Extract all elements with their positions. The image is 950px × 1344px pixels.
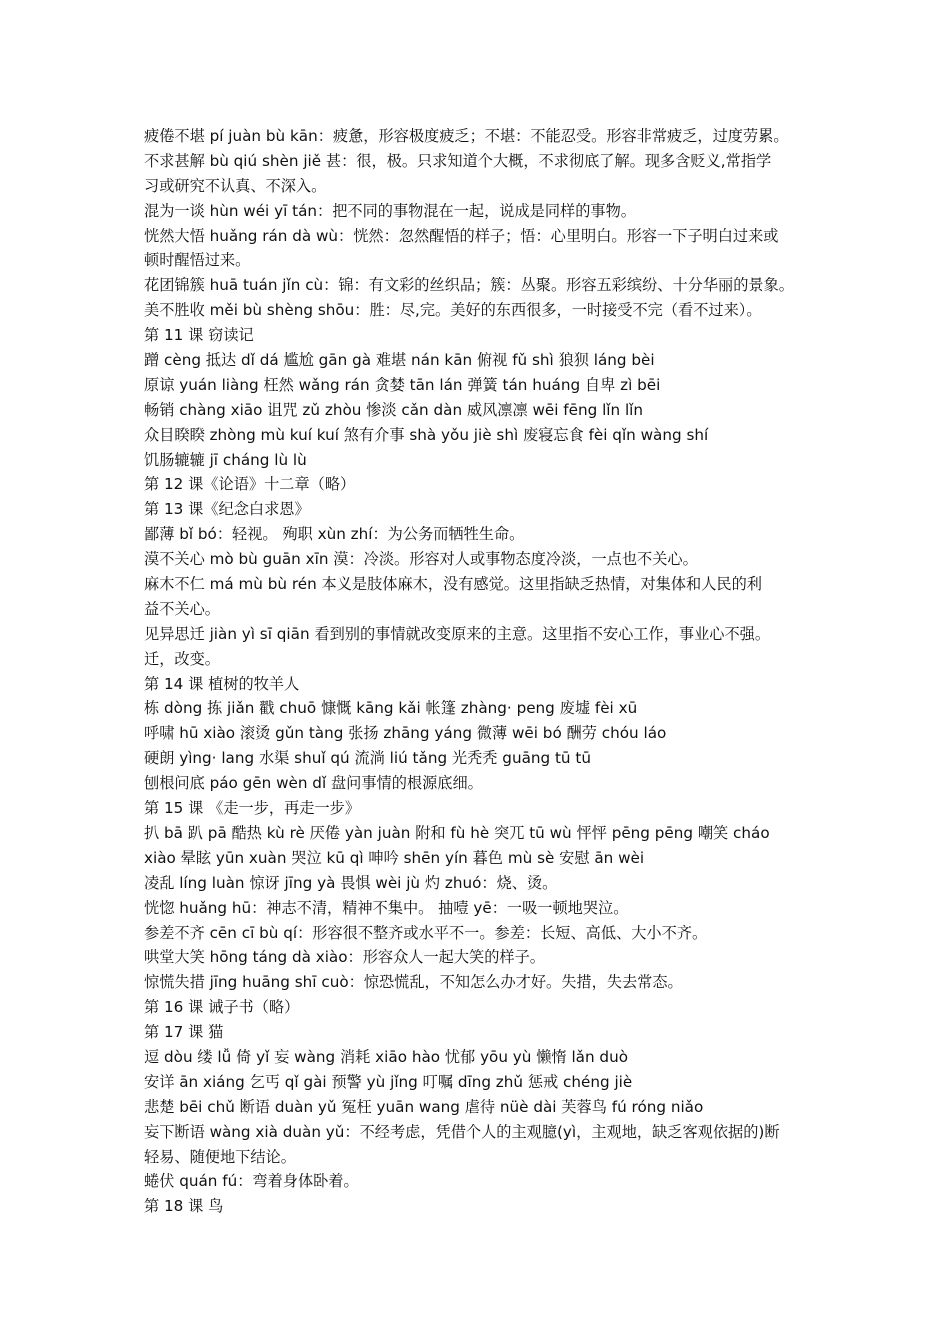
text-line: 混为一谈 hùn wéi yī tán：把不同的事物混在一起，说成是同样的事物。 xyxy=(144,201,636,220)
text-line: 第 16 课 诫子书（略） xyxy=(144,998,300,1017)
text-line: 第 12 课《论语》十二章（略） xyxy=(144,475,356,494)
text-line: 轻易、随便地下结论。 xyxy=(144,1147,296,1166)
text-line: 第 13 课《纪念白求恩》 xyxy=(144,500,310,519)
text-line: 蜷伏 quán fú：弯着身体卧着。 xyxy=(144,1172,359,1191)
document-body xyxy=(144,124,816,1219)
text-line: 美不胜收 měi bù shèng shōu：胜：尽,完。美好的东西很多，一时接受不完（看不过来）。 xyxy=(144,301,762,320)
text-line: 麻木不仁 má mù bù rén 本义是肢体麻木，没有感觉。这里指缺乏热情，对集体和人民的利 xyxy=(144,575,762,594)
text-line: xiào 晕眩 yūn xuàn 哭泣 kū qì 呻吟 shēn yín 暮色 mù sè 安慰 ān wèi xyxy=(144,848,645,867)
text-line: 第 11 课 窃读记 xyxy=(144,326,254,345)
text-line: 扒 bā 趴 pā 酷热 kù rè 厌倦 yàn juàn 附和 fù hè 突兀 tū wù 怦怦 pēng pēng 嘲笑 cháo xyxy=(144,823,770,842)
text-line: 不求甚解 bù qiú shèn jiě 甚：很，极。只求知道个大概，不求彻底了解。现多含贬义,常指学 xyxy=(144,151,772,170)
text-line: 见异思迁 jiàn yì sī qiān 看到别的事情就改变原来的主意。这里指不安心工作，事业心不强。 xyxy=(144,624,771,643)
text-line: 悲楚 bēi chǔ 断语 duàn yǔ 冤枉 yuān wang 虐待 nüè dài 芙蓉鸟 fú róng niǎo xyxy=(144,1097,704,1116)
text-line: 安详 ān xiáng 乞丐 qǐ gài 预警 yù jǐng 叮嘱 dīng zhǔ 惩戒 chéng jiè xyxy=(144,1072,633,1091)
text-line: 哄堂大笑 hōng táng dà xiào：形容众人一起大笑的样子。 xyxy=(144,948,545,967)
text-line: 恍惚 huǎng hū：神志不清，精神不集中。 抽噎 yē：一吸一顿地哭泣。 xyxy=(144,898,629,917)
text-line: 第 14 课 植树的牧羊人 xyxy=(144,674,300,693)
text-line: 惊慌失措 jīng huāng shī cuò：惊恐慌乱，不知怎么办才好。失措，失去常态。 xyxy=(144,973,683,992)
text-line: 顿时醒悟过来。 xyxy=(144,251,251,270)
text-line: 饥肠辘辘 jī cháng lù lù xyxy=(144,450,307,469)
text-line: 漠不关心 mò bù guān xīn 漠：冷淡。形容对人或事物态度冷淡，一点也不关心。 xyxy=(144,550,698,569)
text-line: 第 15 课 《走一步，再走一步》 xyxy=(144,799,361,818)
text-line: 妄下断语 wàng xià duàn yǔ：不经考虑，凭借个人的主观臆(yì，主观地，缺乏客观依据的)断 xyxy=(144,1122,780,1141)
text-line: 恍然大悟 huǎng rán dà wù：恍然：忽然醒悟的样子；悟：心里明白。形容一下子明白过来或 xyxy=(144,226,779,245)
text-line: 习或研究不认真、不深入。 xyxy=(144,176,327,195)
text-line: 畅销 chàng xiāo 诅咒 zǔ zhòu 惨淡 cǎn dàn 威风凛凛 wēi fēng lǐn lǐn xyxy=(144,400,644,419)
text-line: 第 18 课 鸟 xyxy=(144,1197,224,1216)
text-line: 鄙薄 bǐ bó：轻视。 殉职 xùn zhí：为公务而牺牲生命。 xyxy=(144,525,525,544)
text-line: 逗 dòu 缕 lǚ 倚 yǐ 妄 wàng 消耗 xiāo hào 忧郁 yōu yù 懒惰 lǎn duò xyxy=(144,1047,628,1066)
text-line: 原谅 yuán liàng 枉然 wǎng rán 贪婪 tān lán 弹簧 tán huáng 自卑 zì bēi xyxy=(144,375,661,394)
text-line: 第 17 课 猫 xyxy=(144,1023,224,1042)
text-line: 栋 dòng 拣 jiǎn 戳 chuō 慷慨 kāng kǎi 帐篷 zhàng· peng 废墟 fèi xū xyxy=(144,699,638,718)
text-line: 参差不齐 cēn cī bù qí：形容很不整齐或水平不一。参差：长短、高低、大小不齐。 xyxy=(144,923,708,942)
text-line: 呼啸 hū xiào 滚烫 gǔn tàng 张扬 zhāng yáng 微薄 wēi bó 酬劳 chóu láo xyxy=(144,724,667,743)
text-line: 众目睽睽 zhòng mù kuí kuí 煞有介事 shà yǒu jiè shì 废寝忘食 fèi qǐn wàng shí xyxy=(144,425,709,444)
text-line: 益不关心。 xyxy=(144,599,220,618)
text-line: 蹭 cèng 抵达 dǐ dá 尴尬 gān gà 难堪 nán kān 俯视 fǔ shì 狼狈 láng bèi xyxy=(144,351,655,370)
text-line: 刨根问底 páo gēn wèn dǐ 盘问事情的根源底细。 xyxy=(144,774,483,793)
text-line: 凌乱 líng luàn 惊讶 jīng yà 畏惧 wèi jù 灼 zhuó：烧、烫。 xyxy=(144,873,558,892)
text-line: 迁，改变。 xyxy=(144,649,220,668)
text-line: 花团锦簇 huā tuán jǐn cù：锦：有文彩的丝织品；簇：丛聚。形容五彩缤纷、十分华丽的景象。 xyxy=(144,276,794,295)
text-line: 疲倦不堪 pí juàn bù kān：疲惫，形容极度疲乏；不堪：不能忍受。形容非常疲乏，过度劳累。 xyxy=(144,127,789,145)
text-line: 硬朗 yìng· lang 水渠 shuǐ qú 流淌 liú tǎng 光秃秃 guāng tū tū xyxy=(144,749,591,768)
